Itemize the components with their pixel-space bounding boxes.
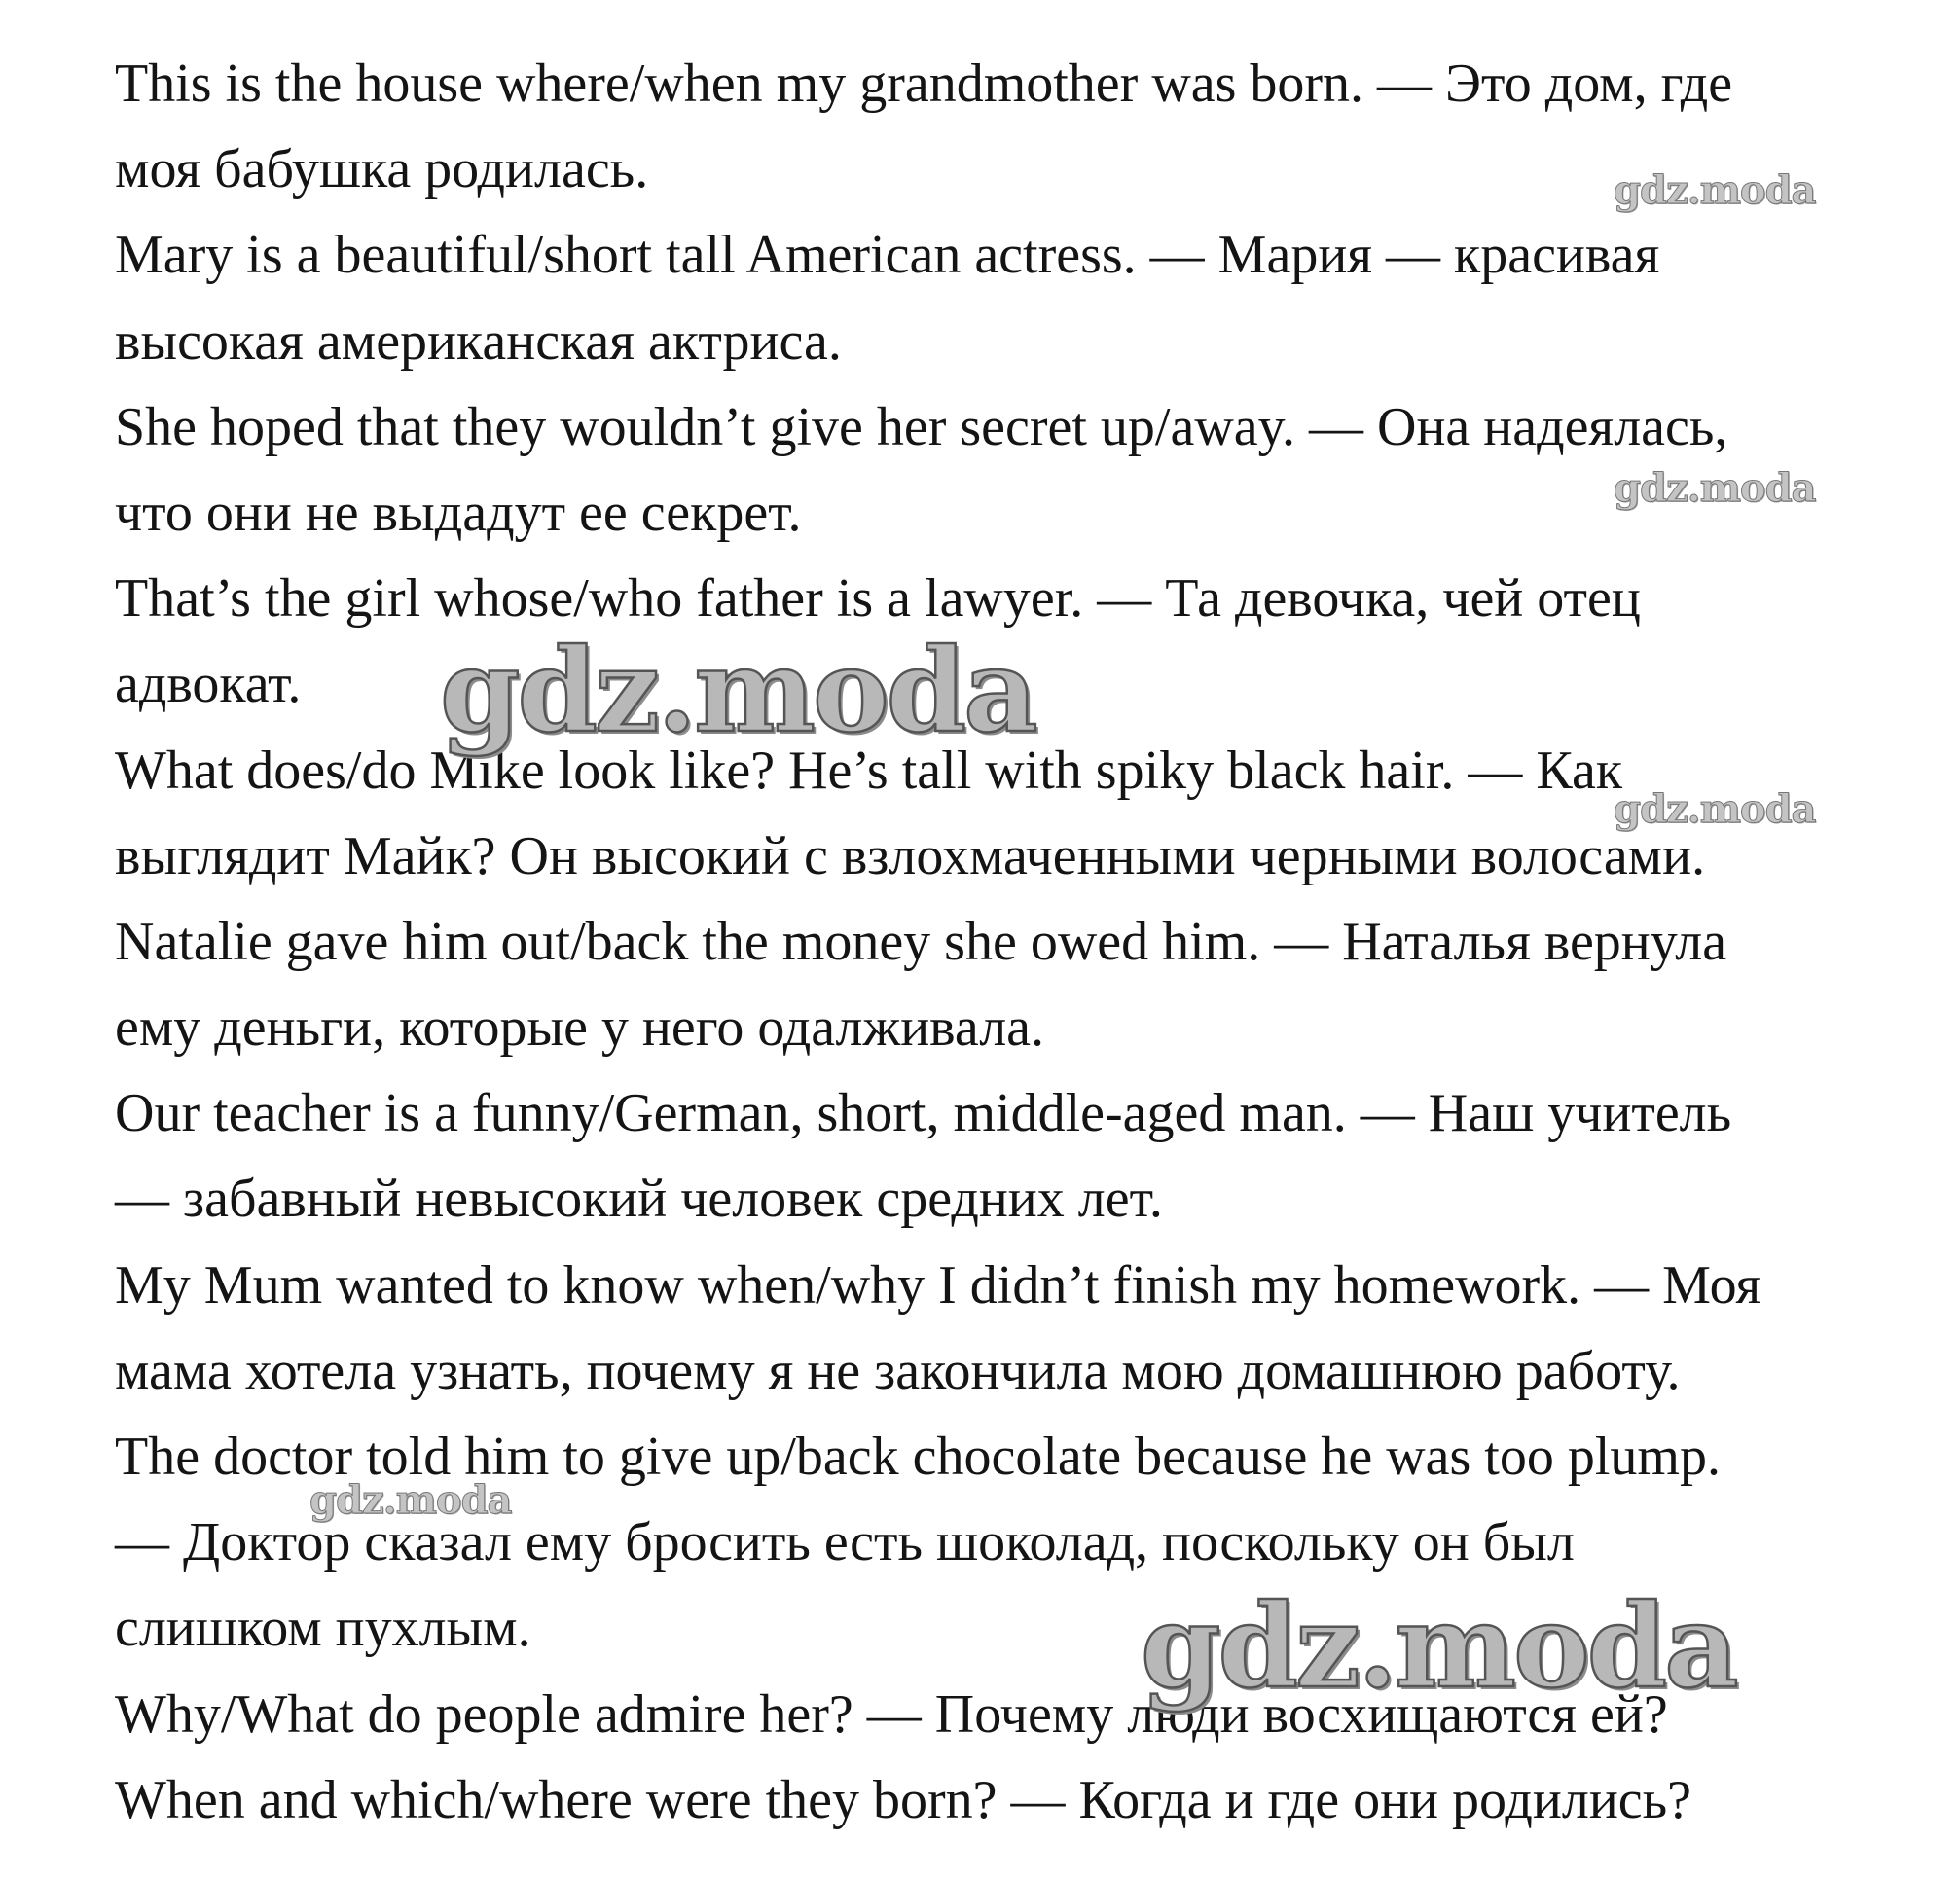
answer-text: [115, 41, 1886, 1843]
text-line: This is the house where/when my grandmother was born. — Это дом, где: [115, 54, 1733, 114]
watermark: gdz.moda: [1614, 167, 1816, 213]
watermark: gdz.moda: [309, 1477, 512, 1523]
watermark: gdz.moda: [1614, 465, 1816, 511]
text-line: Our teacher is a funny/German, short, middle-aged man. — Наш учитель: [115, 1083, 1732, 1144]
text-line: моя бабушка родилась.: [115, 139, 649, 200]
text-line: That’s the girl whose/who father is a lawyer. — Та девочка, чей отец: [115, 568, 1641, 630]
text-line: выглядит Майк? Он высокий с взлохмаченными черными волосами.: [115, 825, 1706, 886]
text-line: что они не выдадут ее секрет.: [115, 482, 802, 543]
text-line: When and which/where were they born? — Когда и где они родились?: [115, 1769, 1692, 1830]
text-line: Mary is a beautiful/short tall American actress. — Мария — красивая: [115, 225, 1660, 286]
text-line: My Mum wanted to know when/why I didn’t finish my homework. — Моя: [115, 1254, 1761, 1316]
watermark: gdz.moda: [1141, 1578, 1736, 1714]
watermark: gdz.moda: [440, 623, 1035, 758]
text-line: адвокат.: [115, 654, 302, 715]
text-line: What does/do Mike look like? He’s tall with spiky black hair. — Как: [115, 740, 1623, 801]
text-line: мама хотела узнать, почему я не закончила мою домашнюю работу.: [115, 1340, 1681, 1401]
text-line: Why/What do people admire her? — Почему люди восхищаются ей?: [115, 1683, 1668, 1745]
text-line: — Доктор сказал ему бросить есть шоколад, поскольку он был: [115, 1512, 1575, 1573]
watermark: gdz.moda: [1614, 786, 1816, 832]
text-line: слишком пухлым.: [115, 1598, 531, 1659]
text-line: — забавный невысокий человек средних лет.: [115, 1169, 1163, 1230]
text-line: She hoped that they wouldn’t give her secret up/away. — Она надеялась,: [115, 396, 1728, 457]
text-line: ему деньги, которые у него одалживала.: [115, 997, 1045, 1059]
text-line: высокая американская актриса.: [115, 310, 842, 372]
text-line: Natalie gave him out/back the money she owed him. — Наталья вернула: [115, 911, 1727, 972]
text-line: The doctor told him to give up/back chocolate because he was too plump.: [115, 1427, 1721, 1487]
